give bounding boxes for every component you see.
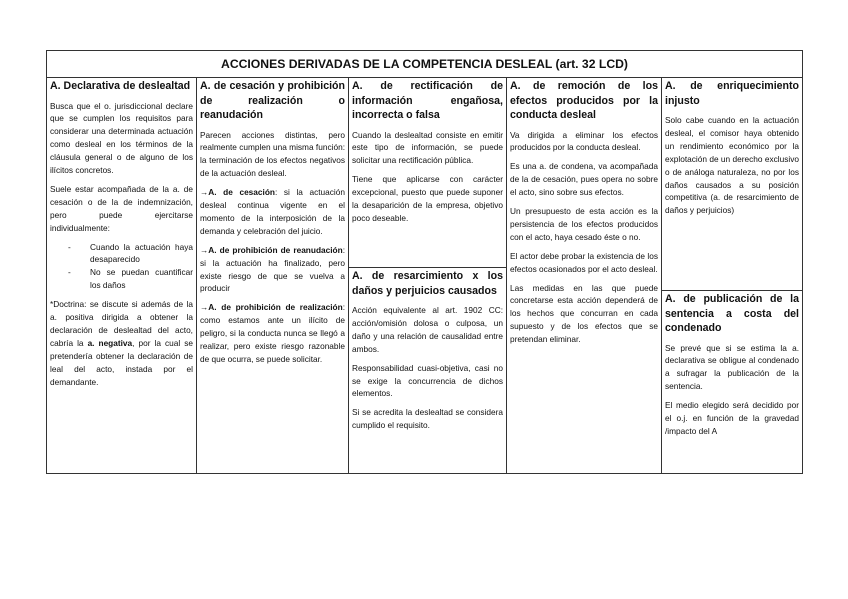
cell-publicacion bbox=[662, 290, 802, 444]
column-declarativa bbox=[47, 78, 197, 473]
bullet-list bbox=[50, 241, 193, 293]
text-rectificacion-1: Cuando la deslealtad consiste en emitir este tipo de información, se puede solicitar una rectificación pública. bbox=[352, 129, 503, 166]
text-cesacion-2 bbox=[200, 186, 345, 238]
list-item: - Cuando la actuación haya desaparecido bbox=[50, 241, 193, 267]
heading-enriquecimiento: A. de enriquecimiento injusto bbox=[665, 80, 799, 107]
text-cesacion-3 bbox=[200, 244, 345, 296]
text-publicacion-1: Se prevé que si se estima la a. declarativa se obligue al condenado a sufragar la publicación de la sentencia. bbox=[665, 342, 799, 392]
text-declarativa-1: Busca que el o. jurisdiccional declare que se cumplen los requisitos para considerar una determinada actuación como desleal en los términos de la cláusula general o de alguno de los ilícitos concretos. bbox=[50, 100, 193, 176]
text-remocion-2: Es una a. de condena, va acompañada de la de cesación, pues opera no sobre el acto, sino sobre sus efectos. bbox=[510, 161, 658, 198]
cell-resarcimiento bbox=[349, 267, 506, 438]
list-item: - No se puedan cuantificar los daños bbox=[50, 266, 193, 292]
label-a-cesacion: →A. de cesación bbox=[200, 187, 275, 198]
text-declarativa-2: Suele estar acompañada de la a. de cesación o de la de indemnización, pero puede ejercitarse individualmente: bbox=[50, 183, 193, 233]
cell-enriquecimiento bbox=[662, 78, 802, 290]
text-publicacion-2: El medio elegido será decidido por el o.j. en función de la gravedad /impacto del A bbox=[665, 400, 799, 436]
heading-remocion: A. de remoción de los efectos producidos por la conducta desleal bbox=[510, 80, 658, 121]
label-a-prohibicion-reanudacion: →A. de prohibición de reanudación bbox=[200, 244, 343, 255]
text-doctrina-a: *Doctrina: se discute si además de la a. positiva dirigida a obtener la declaración de deslealtad del acto, cabría la bbox=[50, 299, 193, 348]
column-enriquecimiento bbox=[662, 78, 802, 473]
column-rectificacion bbox=[349, 78, 507, 473]
text-remocion-5: Las medidas en las que puede concretarse esta acción dependerá de los hechos que concurran en cada supuesto y de los efectos que se pretendan eliminar. bbox=[510, 282, 658, 345]
cell-remocion bbox=[507, 78, 661, 352]
actions-table bbox=[46, 50, 803, 474]
heading-publicacion: A. de publicación de la sentencia a costa del condenado bbox=[665, 293, 799, 334]
text-remocion-4: El actor debe probar la existencia de los efectos ocasionados por el acto desleal. bbox=[510, 250, 658, 274]
heading-cesacion: A. de cesación y prohibición de realización o reanudación bbox=[200, 80, 345, 121]
heading-declarativa: A. Declarativa de deslealtad bbox=[50, 80, 191, 92]
text-a-cesacion: : si la actuación desleal continua vigente en el momento de la interposición de la demanda y celebración del juicio. bbox=[200, 187, 345, 236]
column-remocion bbox=[507, 78, 662, 473]
table-title: ACCIONES DERIVADAS DE LA COMPETENCIA DESLEAL (art. 32 LCD) bbox=[47, 51, 802, 78]
text-resarcimiento-1: Acción equivalente al art. 1902 CC: acción/omisión dolosa o culposa, un daño y una relación de causalidad entre ambos. bbox=[352, 305, 503, 354]
text-doctrina bbox=[50, 298, 193, 388]
heading-resarcimiento: A. de resarcimiento x los daños y perjuicios causados bbox=[352, 270, 503, 297]
text-a-prohibicion-realizacion: : como estamos ante un ilícito de peligro, si la conducta nunca se llegó a realizar, pero existe riesgo razonable de que ocurra, se puede solicitar. bbox=[200, 302, 345, 364]
column-cesacion bbox=[197, 78, 349, 473]
text-cesacion-4 bbox=[200, 301, 345, 366]
text-remocion-1: Va dirigida a eliminar los efectos producidos por la conducta desleal. bbox=[510, 129, 658, 153]
text-doctrina-bold: a. negativa bbox=[87, 337, 133, 348]
text-a-prohibicion-reanudacion: : si la actuación ha finalizado, pero existe riesgo de que se vuelva a producir bbox=[200, 244, 345, 294]
text-remocion-3: Un presupuesto de esta acción es la persistencia de los efectos producidos con el acto, haya cesado éste o no. bbox=[510, 206, 658, 242]
text-enriquecimiento-1: Solo cabe cuando en la actuación desleal, el comisor haya obtenido un rendimiento económico por la explotación de un derecho exclusivo o de análoga naturaleza, no por los daños causados a su posición competitiva (a. de resarcimiento de daños y perjuicios) bbox=[665, 115, 799, 216]
label-a-prohibicion-realizacion: →A. de prohibición de realización bbox=[200, 302, 343, 313]
text-resarcimiento-2: Responsabilidad cuasi-objetiva, casi no se exige la concurrencia de dichos elementos. bbox=[352, 362, 503, 399]
text-cesacion-1: Parecen acciones distintas, pero realmente cumplen una misma función: la terminación de los efectos negativos de la actuación desleal. bbox=[200, 129, 345, 179]
cell-declarativa bbox=[47, 78, 196, 395]
heading-rectificacion: A. de rectificación de información engañosa, incorrecta o falsa bbox=[352, 80, 503, 121]
text-rectificacion-2: Tiene que aplicarse con carácter excepcional, puesto que puede suponer la desaparición de la empresa, objetivo poco deseable. bbox=[352, 174, 503, 223]
text-doctrina-c: , por la cual se pretendería obtener la declaración de leal del acto, instada por el demandante. bbox=[50, 337, 193, 387]
cell-cesacion bbox=[197, 78, 348, 372]
cell-rectificacion bbox=[349, 78, 506, 267]
text-resarcimiento-3: Si se acredita la deslealtad se considera cumplido el requisito. bbox=[352, 407, 503, 431]
